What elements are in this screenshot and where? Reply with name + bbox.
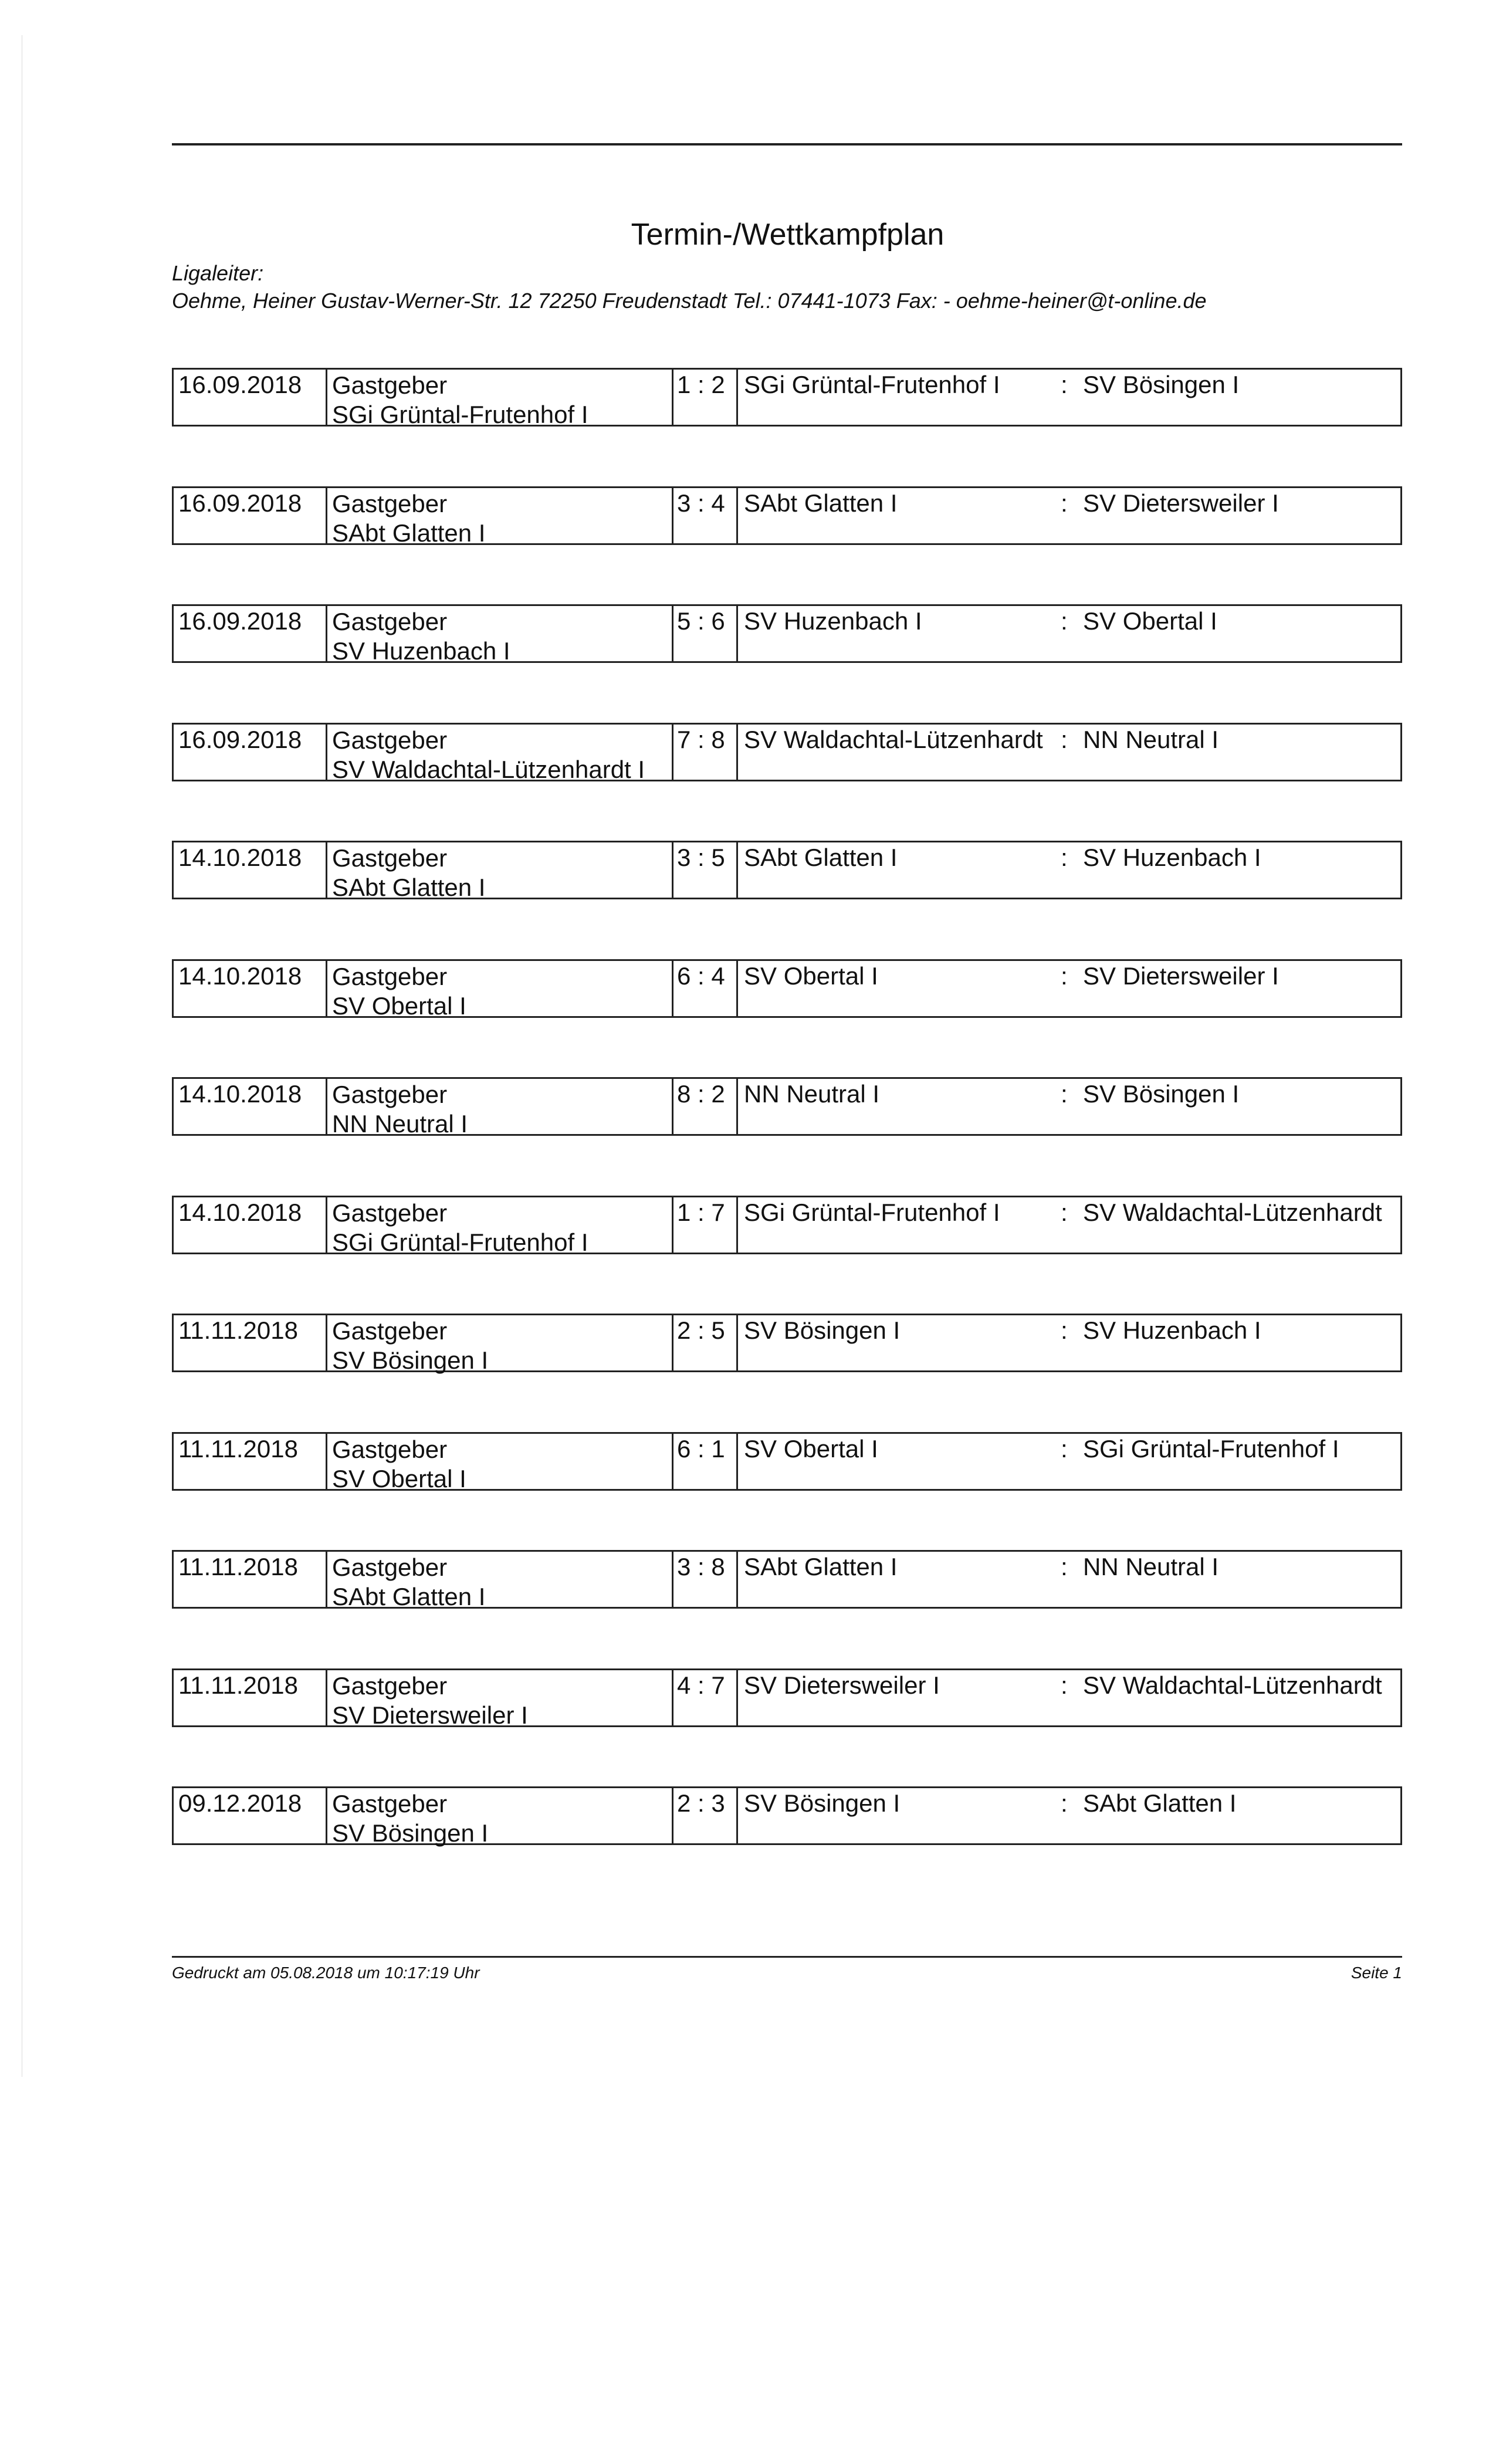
host-team: NN Neutral I <box>332 1110 468 1138</box>
match-home-team: SV Bösingen I <box>744 1789 901 1817</box>
match-host <box>327 370 673 428</box>
match-pairing: 3 : 5 <box>673 842 738 898</box>
host-team: SV Bösingen I <box>332 1346 489 1374</box>
match-home-team: SGi Grüntal-Frutenhof I <box>744 371 1000 398</box>
host-label: Gastgeber <box>332 1672 448 1700</box>
match-row <box>172 1314 1402 1372</box>
match-home-team: SV Bösingen I <box>744 1316 901 1344</box>
match-pairing: 6 : 4 <box>673 961 738 1016</box>
league-leader-contact: Oehme, Heiner Gustav-Werner-Str. 12 72250 Freudenstadt Tel.: 07441-1073 Fax: - oehme-heiner@t-online.de <box>172 289 1207 313</box>
match-away-team: NN Neutral I <box>1083 726 1219 753</box>
host-label: Gastgeber <box>332 608 448 635</box>
match-separator: : <box>1061 489 1068 517</box>
match-row <box>172 959 1402 1018</box>
match-home-team: SGi Grüntal-Frutenhof I <box>744 1199 1000 1226</box>
match-pairing: 8 : 2 <box>673 1079 738 1134</box>
match-pairing: 1 : 7 <box>673 1197 738 1253</box>
match-home-team: SAbt Glatten I <box>744 844 898 871</box>
host-label: Gastgeber <box>332 844 448 872</box>
match-separator: : <box>1061 1789 1068 1817</box>
host-label: Gastgeber <box>332 1436 448 1463</box>
host-team: SAbt Glatten I <box>332 519 486 547</box>
match-separator: : <box>1061 726 1068 753</box>
match-home-team: SV Huzenbach I <box>744 607 922 635</box>
match-host <box>327 1197 673 1256</box>
match-away-team: SV Bösingen I <box>1083 1080 1240 1108</box>
host-label: Gastgeber <box>332 371 448 399</box>
host-label: Gastgeber <box>332 490 448 517</box>
match-row <box>172 1668 1402 1727</box>
printed-timestamp: Gedruckt am 05.08.2018 um 10:17:19 Uhr <box>172 1964 480 1982</box>
match-away-team: SV Bösingen I <box>1083 371 1240 398</box>
match-host <box>327 725 673 783</box>
match-row <box>172 368 1402 427</box>
match-separator: : <box>1061 962 1068 990</box>
host-team: SV Dietersweiler I <box>332 1701 528 1729</box>
match-date: 14.10.2018 <box>174 1079 327 1134</box>
match-host <box>327 1315 673 1374</box>
match-away-team: SV Waldachtal-Lützenhardt <box>1083 1199 1382 1226</box>
host-label: Gastgeber <box>332 1199 448 1227</box>
host-team: SV Obertal I <box>332 1465 466 1492</box>
match-away-team: SV Obertal I <box>1083 607 1217 635</box>
match-away-team: SGi Grüntal-Frutenhof I <box>1083 1435 1339 1463</box>
match-separator: : <box>1061 1553 1068 1580</box>
match-separator: : <box>1061 1080 1068 1108</box>
match-separator: : <box>1061 1316 1068 1344</box>
match-separator: : <box>1061 1435 1068 1463</box>
scan-edge <box>21 35 23 2077</box>
host-team: SGi Grüntal-Frutenhof I <box>332 1228 588 1256</box>
match-pairing: 4 : 7 <box>673 1670 738 1725</box>
match-home-team: SV Dietersweiler I <box>744 1671 940 1699</box>
page-number: Seite 1 <box>1351 1964 1402 1982</box>
host-team: SV Huzenbach I <box>332 637 510 665</box>
match-separator: : <box>1061 1199 1068 1226</box>
match-host <box>327 1788 673 1847</box>
match-row <box>172 1077 1402 1136</box>
header-rule <box>172 143 1402 145</box>
match-away-team: SV Dietersweiler I <box>1083 962 1279 990</box>
match-home-team: SV Waldachtal-Lützenhardt <box>744 726 1043 753</box>
match-pairing: 3 : 8 <box>673 1552 738 1607</box>
match-host <box>327 961 673 1020</box>
match-date: 16.09.2018 <box>174 606 327 661</box>
match-row <box>172 723 1402 781</box>
host-label: Gastgeber <box>332 1081 448 1108</box>
match-away-team: NN Neutral I <box>1083 1553 1219 1580</box>
match-date: 16.09.2018 <box>174 725 327 780</box>
match-row <box>172 841 1402 899</box>
match-host <box>327 1552 673 1610</box>
match-home-team: SV Obertal I <box>744 962 878 990</box>
page-title: Termin-/Wettkampfplan <box>631 218 945 252</box>
match-date: 16.09.2018 <box>174 370 327 425</box>
match-host <box>327 1079 673 1138</box>
match-host <box>327 1434 673 1492</box>
match-pairing: 3 : 4 <box>673 488 738 543</box>
match-away-team: SV Huzenbach I <box>1083 844 1261 871</box>
host-label: Gastgeber <box>332 1317 448 1345</box>
match-row <box>172 1432 1402 1491</box>
match-pairing: 2 : 3 <box>673 1788 738 1843</box>
match-row <box>172 486 1402 545</box>
match-separator: : <box>1061 844 1068 871</box>
host-team: SAbt Glatten I <box>332 1583 486 1610</box>
match-separator: : <box>1061 371 1068 398</box>
match-date: 14.10.2018 <box>174 1197 327 1253</box>
match-date: 09.12.2018 <box>174 1788 327 1843</box>
host-label: Gastgeber <box>332 726 448 754</box>
league-leader-label: Ligaleiter: <box>172 261 264 285</box>
host-team: SGi Grüntal-Frutenhof I <box>332 401 588 428</box>
match-row <box>172 604 1402 663</box>
footer-rule <box>172 1956 1402 1958</box>
match-row <box>172 1196 1402 1254</box>
match-separator: : <box>1061 607 1068 635</box>
match-date: 11.11.2018 <box>174 1434 327 1489</box>
match-date: 16.09.2018 <box>174 488 327 543</box>
match-home-team: SAbt Glatten I <box>744 489 898 517</box>
host-team: SV Bösingen I <box>332 1819 489 1847</box>
match-pairing: 6 : 1 <box>673 1434 738 1489</box>
host-label: Gastgeber <box>332 963 448 990</box>
match-host <box>327 842 673 901</box>
match-host <box>327 606 673 665</box>
host-team: SV Obertal I <box>332 992 466 1020</box>
match-host <box>327 488 673 547</box>
match-pairing: 1 : 2 <box>673 370 738 425</box>
match-home-team: SAbt Glatten I <box>744 1553 898 1580</box>
match-row <box>172 1786 1402 1845</box>
match-date: 11.11.2018 <box>174 1670 327 1725</box>
match-date: 14.10.2018 <box>174 842 327 898</box>
match-away-team: SV Dietersweiler I <box>1083 489 1279 517</box>
match-date: 11.11.2018 <box>174 1315 327 1370</box>
match-pairing: 7 : 8 <box>673 725 738 780</box>
host-team: SV Waldachtal-Lützenhardt I <box>332 756 645 783</box>
match-away-team: SV Waldachtal-Lützenhardt <box>1083 1671 1382 1699</box>
match-home-team: SV Obertal I <box>744 1435 878 1463</box>
match-away-team: SAbt Glatten I <box>1083 1789 1237 1817</box>
match-date: 11.11.2018 <box>174 1552 327 1607</box>
match-host <box>327 1670 673 1729</box>
match-date: 14.10.2018 <box>174 961 327 1016</box>
host-team: SAbt Glatten I <box>332 874 486 901</box>
match-separator: : <box>1061 1671 1068 1699</box>
match-home-team: NN Neutral I <box>744 1080 880 1108</box>
match-away-team: SV Huzenbach I <box>1083 1316 1261 1344</box>
match-pairing: 5 : 6 <box>673 606 738 661</box>
host-label: Gastgeber <box>332 1790 448 1817</box>
host-label: Gastgeber <box>332 1553 448 1581</box>
match-row <box>172 1550 1402 1609</box>
match-pairing: 2 : 5 <box>673 1315 738 1370</box>
